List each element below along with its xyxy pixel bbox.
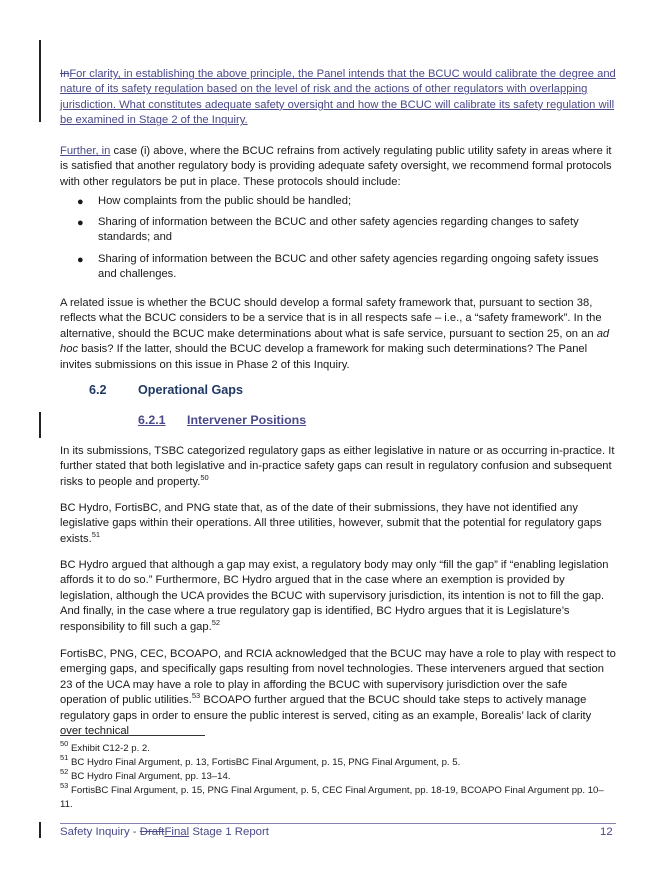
bullet-marker: ● bbox=[77, 254, 84, 266]
change-bar bbox=[39, 412, 41, 438]
footnote-ref: 50 bbox=[200, 472, 209, 482]
page-number: 12 bbox=[600, 826, 613, 838]
footnote-ref: 53 bbox=[191, 691, 201, 701]
footnote: $^{53}$ FortisBC Final Argument, p. 15, PNG Final Argument, p. 5, CEC Final Argument, pp. 18-19, BCOAPO Final Argument pp. 10–11. bbox=[60, 781, 604, 810]
section-number: 6.2 bbox=[89, 383, 107, 397]
change-bar bbox=[39, 822, 41, 838]
subsection-heading: Intervener Positions bbox=[187, 413, 307, 427]
footnote: $^{51}$ BC Hydro Final Argument, p. 13, FortisBC Final Argument, p. 15, PNG Final Argument, p. 5. bbox=[60, 753, 461, 768]
footnote-separator bbox=[60, 735, 205, 736]
footnote: $^{52}$ BC Hydro Final Argument, pp. 13–14. bbox=[60, 767, 231, 782]
list-item: How complaints from the public should be handled; bbox=[98, 195, 352, 207]
paragraph-utilities: BC Hydro, FortisBC, and PNG state that, as of the date of their submissions, they have not identified any legislative gaps within their operations. All three utilities, however, submit that the potential for regulatory gaps exists.$^{51}$ bbox=[60, 502, 602, 545]
footnote-ref: 51 bbox=[91, 529, 101, 539]
section-heading: Operational Gaps bbox=[138, 383, 243, 397]
deleted-text: In bbox=[60, 68, 70, 80]
paragraph-interveners: FortisBC, PNG, CEC, BCOAPO, and RCIA acknowledged that the BCUC may have a role to play with respect to emerging gaps, and specifically gaps resulting from novel technologies. These interveners argued that section 23 of the UCA may have a role to play in affording the BCUC with supervisory jurisdiction over the safe operation of public utilities.$^{53}$ BCOAPO further argued that the BCUC should take steps to actively manage regulatory gaps in order to ensure the public interest is served, citing as an example, Borealis’ lack of clarity over technical bbox=[60, 648, 616, 738]
paragraph-tsbc: In its submissions, TSBC categorized regulatory gaps as either legislative in nature or as occurring in-practice. It further stated that both legislative and in-practice safety gaps can result in regulatory confusion and subsequent risks to people and property.$^{50}$ bbox=[60, 445, 615, 488]
footnote: $^{50}$ Exhibit C12-2 p. 2. bbox=[60, 739, 150, 754]
paragraph-safety-framework: A related issue is whether the BCUC should develop a formal safety framework that, pursuant to section 38, reflects what the BCUC considers to be a service that is in all respects safe – i.e., a “safety framework”. In the alternative, should the BCUC make determinations about what is safe service, pursuant to section 25, on an ad hoc basis? If the latter, should the BCUC develop a framework for making such determinations? The Panel invites submissions on this issue in Phase 2 of this Inquiry. bbox=[60, 297, 610, 371]
footnote-ref: 52 bbox=[211, 617, 221, 627]
inserted-text: For clarity, in establishing the above principle, the Panel intends that the BCUC would calibrate the degree and nature of its safety regulation based on the level of risk and the actions of other regulators with overlapping jurisdiction. What constitutes adequate safety oversight and how the BCUC will calibrate its safety regulation will be examined in Stage 2 of the Inquiry. bbox=[60, 68, 616, 127]
paragraph-protocols bbox=[60, 144, 616, 190]
inserted-text: Further, in bbox=[60, 145, 111, 157]
bullet-marker: ● bbox=[77, 217, 84, 229]
footer-divider bbox=[60, 823, 616, 824]
change-bar bbox=[39, 40, 41, 122]
paragraph-clarity bbox=[60, 67, 616, 129]
list-item: Sharing of information between the BCUC and other safety agencies regarding ongoing safety issues and challenges. bbox=[98, 253, 599, 281]
list-item: Sharing of information between the BCUC and other safety agencies regarding changes to safety standards; and bbox=[98, 216, 579, 244]
footer-title: Safety Inquiry - DraftFinal Stage 1 Report bbox=[60, 826, 269, 838]
paragraph-bc-hydro: BC Hydro argued that although a gap may exist, a regulatory body may only “fill the gap” if “enabling legislation affords it to do so.” Furthermore, BC Hydro argued that in the case where an exemption is provided by legislation, although the UCA provides the BCUC with supervisory jurisdiction, its intention is not to fill the gap. And finally, in the case where a true regulatory gap is identified, BC Hydro argues that it is Legislature’s responsibility to fill such a gap.$^{52}$ bbox=[60, 559, 609, 633]
subsection-number: 6.2.1 bbox=[138, 413, 166, 427]
bullet-marker: ● bbox=[77, 196, 84, 208]
paragraph-text: case (i) above, where the BCUC refrains from actively regulating public utility safety in areas where it is satisfied that another regulatory body is providing adequate safety oversight, we recommend formal protocols with other regulators be put in place. These protocols should include: bbox=[60, 145, 612, 188]
